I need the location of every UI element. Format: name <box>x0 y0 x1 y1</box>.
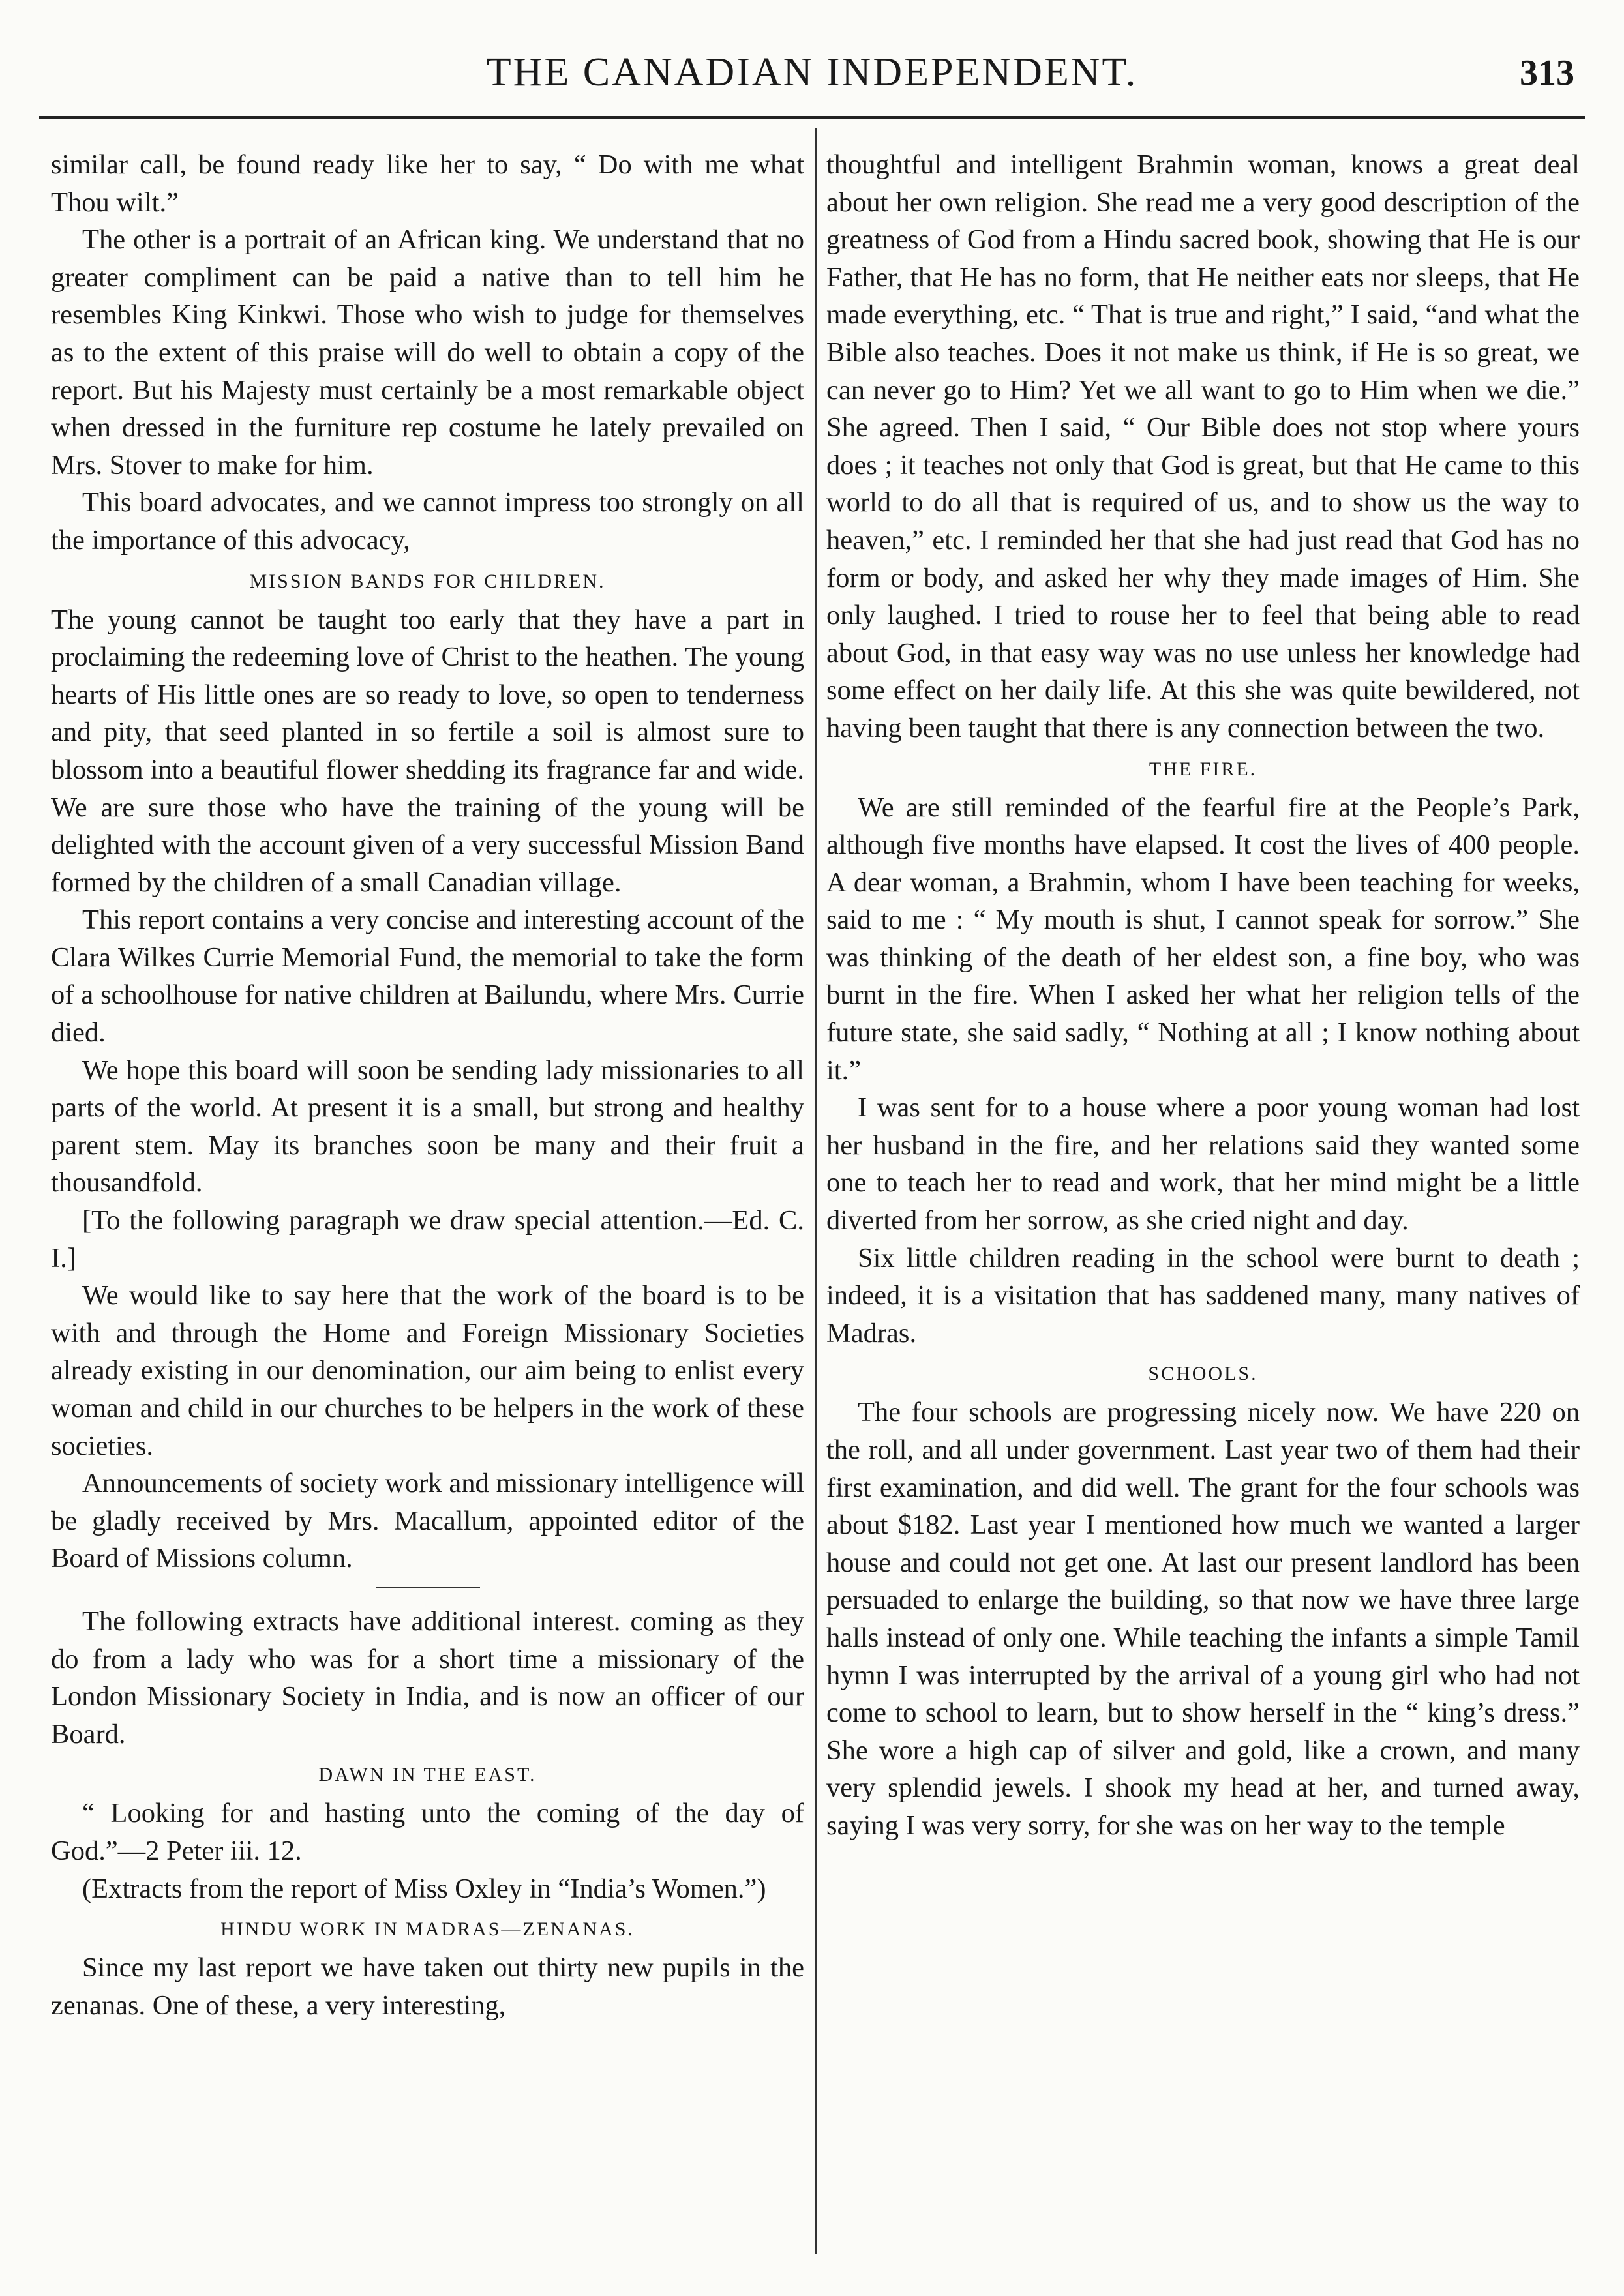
paragraph: This board advocates, and we cannot impress too strongly on all the importance of this advocacy, <box>51 487 804 556</box>
paragraph: The four schools are progressing nicely now. We have 220 on the roll, and all under government. Last year two of them had their first examination, and did well. The grant for the four schools was about $182. Last year I mentioned how much we wanted a larger house and could not get one. At last our present landlord has been persuaded to enlarge the building, so that now we have three large halls instead of only one. While teaching the infants a simple Tamil hymn I was interrupted by the arrival of a young girl who had not come to school to learn, but to show herself in the “ king’s dress.” She wore a high cap of silver and gold, like a crown, and many very splendid jewels. I shook my head at her, and turned away, saying I was very sorry, for she was on her way to the temple <box>826 1397 1580 1841</box>
paragraph: We are still reminded of the fearful fire at the People’s Park, although five months have elapsed. It cost the lives of 400 people. A dear woman, a Brahmin, whom I have been teaching for weeks, said to me : “ My mouth is shut, I cannot speak for sorrow.” She was thinking of the death of her eldest son, a fine boy, who was burnt in the fire. When I asked her what her religion tells of the future state, she said sadly, “ Nothing at all ; I know nothing about it.” <box>826 792 1580 1086</box>
paragraph: We hope this board will soon be sending lady missionaries to all parts of the world. At present it is a small, but strong and healthy parent stem. May its branches soon be many and their fruit a thousandfold. <box>51 1054 804 1199</box>
section-heading: THE FIRE. <box>1149 758 1257 780</box>
paragraph: Announcements of society work and missionary intelligence will be gladly received by Mrs. Macallum, appointed editor of the Board of Missions column. <box>51 1468 804 1574</box>
paragraph: I was sent for to a house where a poor young woman had lost her husband in the fire, and her relations said they wanted some one to teach her to read and work, that her mind might be a little diverted from her sorrow, as she cried night and day. <box>826 1092 1580 1236</box>
journal-title: THE CANADIAN INDEPENDENT. <box>486 50 1138 95</box>
paragraph: Since my last report we have taken out thirty new pupils in the zenanas. One of these, a very interesting, <box>51 1952 804 2021</box>
section-heading: HINDU WORK IN MADRAS—ZENANAS. <box>220 1918 635 1941</box>
paragraph: (Extracts from the report of Miss Oxley in “India’s Women.”) <box>82 1873 766 1904</box>
column-divider <box>815 128 817 2254</box>
paragraph: “ Looking for and hasting unto the coming of the day of God.”—2 Peter iii. 12. <box>51 1798 804 1866</box>
section-heading: DAWN IN THE EAST. <box>318 1764 537 1786</box>
page-number: 313 <box>1520 53 1574 93</box>
page-header <box>39 38 1585 119</box>
paragraph: The following extracts have additional interest. coming as they do from a lady who was for a short time a missionary of the London Missionary Society in India, and is now an officer of our Board. <box>51 1605 804 1750</box>
section-heading: SCHOOLS. <box>1148 1363 1258 1385</box>
right-column <box>826 146 1580 2220</box>
paragraph: thoughtful and intelligent Brahmin woman, knows a great deal about her own religion. She read me a very good description of the greatness of God from a Hindu sacred book, showing that He is our Father, that He has no form, that He neither eats nor sleeps, that He made everything, etc. “ That is true and right,” I said, “and what the Bible also teaches. Does it not make us think, if He is so great, we can never go to Him? Yet we all want to go to Him when we die.” She agreed. Then I said, “ Our Bible does not stop where yours does ; it teaches not only that God is great, but that He came to this world to do all that is required of us, and to show us the way to heaven,” etc. I reminded her that she had just read that God has no form or body, and asked her why they made images of Him. She only laughed. I tried to rouse her to feel that being able to read about God, in that easy way was no use unless her knowledge had some effect on her daily life. At this she was quite bewildered, not having been taught that there is any connection between the two. <box>826 149 1580 743</box>
paragraph: Six little children reading in the school were burnt to death ; indeed, it is a visitation that has saddened many, many natives of Madras. <box>826 1242 1580 1349</box>
paragraph: similar call, be found ready like her to say, “ Do with me what Thou wilt.” <box>51 149 804 218</box>
section-rule <box>376 1587 480 1588</box>
paragraph: This report contains a very concise and interesting account of the Clara Wilkes Currie Memorial Fund, the memorial to take the form of a schoolhouse for native children at Bailundu, where Mrs. Currie died. <box>51 904 804 1049</box>
paragraph: The other is a portrait of an African king. We understand that no greater compliment can be paid a native than to tell him he resembles King Kinkwi. Those who wish to judge for themselves as to the extent of this praise will do well to obtain a copy of the report. But his Majesty must certainly be a most remarkable object when dressed in the furniture rep costume he lately prevailed on Mrs. Stover to make for him. <box>51 224 804 481</box>
paragraph: [To the following paragraph we draw special attention.—Ed. C. I.] <box>51 1205 804 1274</box>
paragraph: We would like to say here that the work of the board is to be with and through the Home and Foreign Missionary Societies already existing in our denomination, our aim being to enlist every woman and child in our churches to be helpers in the work of these societies. <box>51 1280 804 1461</box>
left-column <box>51 146 804 2220</box>
paragraph: The young cannot be taught too early that they have a part in proclaiming the redeeming love of Christ to the heathen. The young hearts of His little ones are so ready to love, so open to tenderness and pity, that seed planted in so fertile a soil is almost sure to blossom into a beautiful flower shedding its fragrance far and wide. We are sure those who have the training of the young will be delighted with the account given of a very successful Mission Band formed by the children of a small Canadian village. <box>51 604 804 898</box>
section-heading: MISSION BANDS FOR CHILDREN. <box>249 570 606 592</box>
